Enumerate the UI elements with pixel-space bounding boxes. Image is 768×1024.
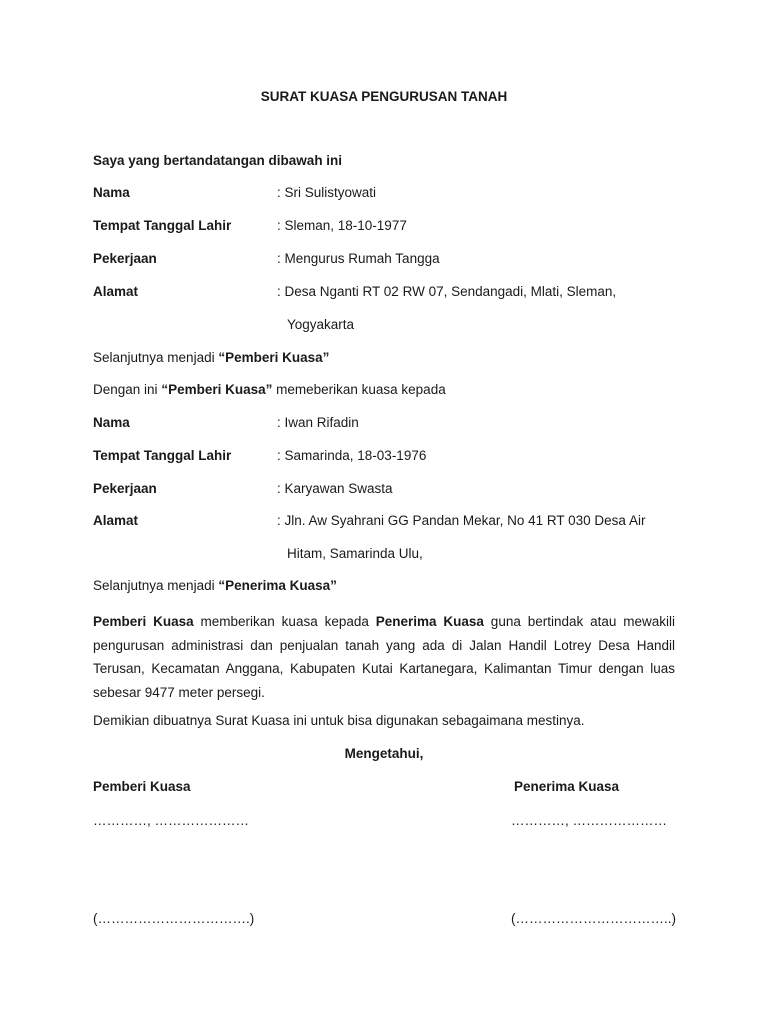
- selanjutnya-penerima: [93, 577, 337, 595]
- pemberi-pekerjaan: : Mengurus Rumah Tangga: [277, 251, 440, 266]
- label-nama-2: Nama: [93, 415, 130, 430]
- sign-left-label: Pemberi Kuasa: [93, 779, 191, 794]
- intro-text: Saya yang bertandatangan dibawah ini: [93, 153, 343, 168]
- sign-left-place: …………, …………………: [93, 813, 250, 828]
- penerima-ttl: : Samarinda, 18-03-1976: [277, 448, 427, 463]
- label-alamat-1: Alamat: [93, 284, 139, 299]
- closing-text: Demikian dibuatnya Surat Kuasa ini untuk bisa digunakan sebagaimana mestinya.: [93, 713, 585, 728]
- label-ttl-2: Tempat Tanggal Lahir: [93, 448, 232, 463]
- body-part2: memberikan kuasa kepada: [193, 614, 376, 629]
- document-title: SURAT KUASA PENGURUSAN TANAH: [260, 89, 508, 104]
- dengan-ini-line: [93, 381, 446, 399]
- body-part4: guna bertindak atau mewakili pengurusan administrasi dan penjualan tanah yang ada di Jalan Handil Lotrey Desa Handil Terusan, Kecamatan Anggana, Kabupaten Kutai Kartanegara, Kalimantan Timur dengan luas sebesar 9477 meter persegi.: [93, 614, 676, 700]
- body-part1: Pemberi Kuasa: [93, 614, 194, 629]
- selanjutnya-prefix: Selanjutnya menjadi: [93, 350, 219, 365]
- body-part3: Penerima Kuasa: [375, 614, 484, 629]
- pemberi-quoted-2: “Pemberi Kuasa”: [161, 382, 273, 397]
- label-nama-1: Nama: [93, 185, 130, 200]
- dengan-suffix: memeberikan kuasa kepada: [272, 382, 446, 397]
- label-pekerjaan-1: Pekerjaan: [93, 251, 157, 266]
- pemberi-ttl: : Sleman, 18-10-1977: [277, 218, 407, 233]
- sign-right-name: (……………………………..): [511, 911, 676, 926]
- penerima-nama: : Iwan Rifadin: [277, 415, 359, 430]
- selanjutnya-prefix-2: Selanjutnya menjadi: [93, 578, 219, 593]
- selanjutnya-pemberi: [93, 349, 329, 367]
- dengan-prefix: Dengan ini: [93, 382, 162, 397]
- sign-left-name: (…………………………….): [93, 911, 255, 926]
- sign-right-label: Penerima Kuasa: [514, 779, 620, 794]
- label-alamat-2: Alamat: [93, 513, 139, 528]
- pemberi-alamat-line1: : Desa Nganti RT 02 RW 07, Sendangadi, Mlati, Sleman,: [277, 284, 617, 299]
- sign-right-place: …………, …………………: [511, 813, 668, 828]
- mengetahui-heading: Mengetahui,: [344, 746, 424, 761]
- label-pekerjaan-2: Pekerjaan: [93, 481, 157, 496]
- pemberi-nama: : Sri Sulistyowati: [277, 185, 377, 200]
- penerima-quoted: “Penerima Kuasa”: [218, 578, 337, 593]
- penerima-pekerjaan: : Karyawan Swasta: [277, 481, 393, 496]
- pemberi-alamat-line2: Yogyakarta: [287, 317, 355, 332]
- penerima-alamat-line2: Hitam, Samarinda Ulu,: [287, 546, 423, 561]
- penerima-alamat-line1: : Jln. Aw Syahrani GG Pandan Mekar, No 41 RT 030 Desa Air: [277, 513, 646, 528]
- pemberi-quoted: “Pemberi Kuasa”: [218, 350, 330, 365]
- label-ttl-1: Tempat Tanggal Lahir: [93, 218, 232, 233]
- body-paragraph: [93, 610, 675, 704]
